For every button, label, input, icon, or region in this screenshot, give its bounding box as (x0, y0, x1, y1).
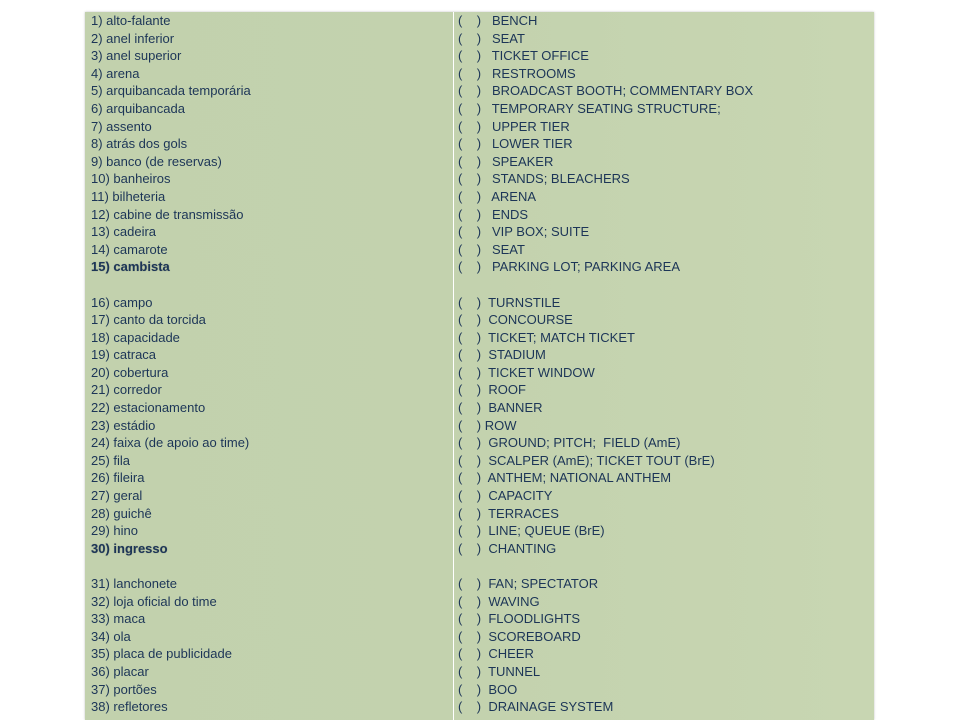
term-item: 2) anel inferior (91, 30, 175, 46)
answer-item: ( ) GROUND; PITCH; FIELD (AmE) (458, 435, 681, 451)
english-answer-list (458, 12, 868, 716)
answer-item: ( ) CAPACITY (458, 488, 553, 504)
term-item: 4) arena (91, 65, 140, 81)
term-item: 33) maca (91, 611, 146, 627)
answer-item: ( ) STANDS; BLEACHERS (458, 171, 630, 187)
term-item: 20) cobertura (91, 364, 169, 380)
worksheet (85, 12, 874, 720)
term-item: 37) portões (91, 681, 157, 697)
answer-item: ( ) LINE; QUEUE (BrE) (458, 523, 605, 539)
answer-item: ( ) SCALPER (AmE); TICKET TOUT (BrE) (458, 452, 715, 468)
answer-item: ( ) CHEER (458, 646, 534, 662)
answer-item: ( ) TURNSTILE (458, 294, 561, 310)
answer-item: ( ) UPPER TIER (458, 118, 570, 134)
answer-item: ( ) VIP BOX; SUITE (458, 224, 590, 240)
term-item: 28) guichê (91, 505, 152, 521)
term-item: 10) banheiros (91, 171, 171, 187)
answer-item: ( ) SEAT (458, 241, 525, 257)
answer-item: ( ) TICKET; MATCH TICKET (458, 329, 635, 345)
answer-item: ( ) RESTROOMS (458, 65, 576, 81)
answer-item: ( ) TUNNEL (458, 663, 541, 679)
term-item: 12) cabine de transmissão (91, 206, 244, 222)
answer-item: ( ) WAVING (458, 593, 540, 609)
term-item: 6) arquibancada (91, 100, 185, 116)
answer-item: ( ) CONCOURSE (458, 312, 573, 328)
term-item: 22) estacionamento (91, 400, 206, 416)
term-item: 13) cadeira (91, 224, 157, 240)
answer-item: ( ) STADIUM (458, 347, 546, 363)
term-item: 23) estádio (91, 417, 156, 433)
answer-item: ( ) FAN; SPECTATOR (458, 576, 599, 591)
answer-item: ( ) BANNER (458, 400, 543, 416)
term-item: 19) catraca (91, 347, 157, 363)
spacer (91, 557, 451, 575)
term-item: 18) capacidade (91, 329, 180, 345)
spacer (91, 276, 451, 294)
term-item: 3) anel superior (91, 48, 182, 64)
term-item: 29) hino (91, 523, 138, 539)
term-item: 1) alto-falante (91, 13, 171, 28)
term-item: 25) fila (91, 452, 131, 468)
term-item: 26) fileira (91, 470, 145, 486)
answer-item: ( ) BOO (458, 681, 518, 697)
term-item: 5) arquibancada temporária (91, 83, 251, 99)
answer-item: ( ) LOWER TIER (458, 136, 573, 152)
answer-item: ( ) TERRACES (458, 505, 559, 521)
term-item: 32) loja oficial do time (91, 593, 217, 609)
column-divider (453, 12, 454, 720)
term-item: 11) bilheteria (91, 188, 166, 204)
term-item: 24) faixa (de apoio ao time) (91, 435, 250, 451)
answer-item: ( ) SEAT (458, 30, 525, 46)
answer-item: ( ) ENDS (458, 206, 529, 222)
answer-item: ( ) TICKET OFFICE (458, 48, 589, 64)
term-item: 36) placar (91, 663, 149, 679)
term-item: 17) canto da torcida (91, 312, 206, 328)
term-item: 8) atrás dos gols (91, 136, 188, 152)
answer-item: ( ) BROADCAST BOOTH; COMMENTARY BOX (458, 83, 754, 99)
answer-item: ( ) ROW (458, 417, 517, 433)
answer-item: ( ) ARENA (458, 188, 537, 204)
answer-item: ( ) DRAINAGE SYSTEM (458, 699, 614, 715)
term-item: 35) placa de publicidade (91, 646, 232, 662)
term-item: 30) ingresso (91, 540, 168, 556)
spacer (458, 557, 868, 575)
spacer (458, 276, 868, 294)
answer-item: ( ) SCOREBOARD (458, 628, 581, 644)
answer-item: ( ) ROOF (458, 382, 526, 398)
term-item: 16) campo (91, 294, 153, 310)
term-item: 9) banco (de reservas) (91, 153, 222, 169)
answer-item: ( ) TEMPORARY SEATING STRUCTURE; (458, 100, 721, 116)
term-item: 15) cambista (91, 259, 170, 275)
term-item: 14) camarote (91, 241, 168, 257)
answer-item: ( ) FLOODLIGHTS (458, 611, 581, 627)
term-item: 34) ola (91, 628, 131, 644)
term-item: 7) assento (91, 118, 152, 134)
term-item: 38) refletores (91, 699, 168, 715)
answer-item: ( ) PARKING LOT; PARKING AREA (458, 259, 681, 275)
portuguese-term-list (91, 12, 451, 716)
answer-item: ( ) TICKET WINDOW (458, 364, 595, 380)
term-item: 31) lanchonete (91, 576, 178, 591)
answer-item: ( ) ANTHEM; NATIONAL ANTHEM (458, 470, 672, 486)
answer-item: ( ) BENCH (458, 13, 538, 28)
term-item: 27) geral (91, 488, 143, 504)
answer-item: ( ) SPEAKER (458, 153, 554, 169)
answer-item: ( ) CHANTING (458, 540, 557, 556)
term-item: 21) corredor (91, 382, 162, 398)
